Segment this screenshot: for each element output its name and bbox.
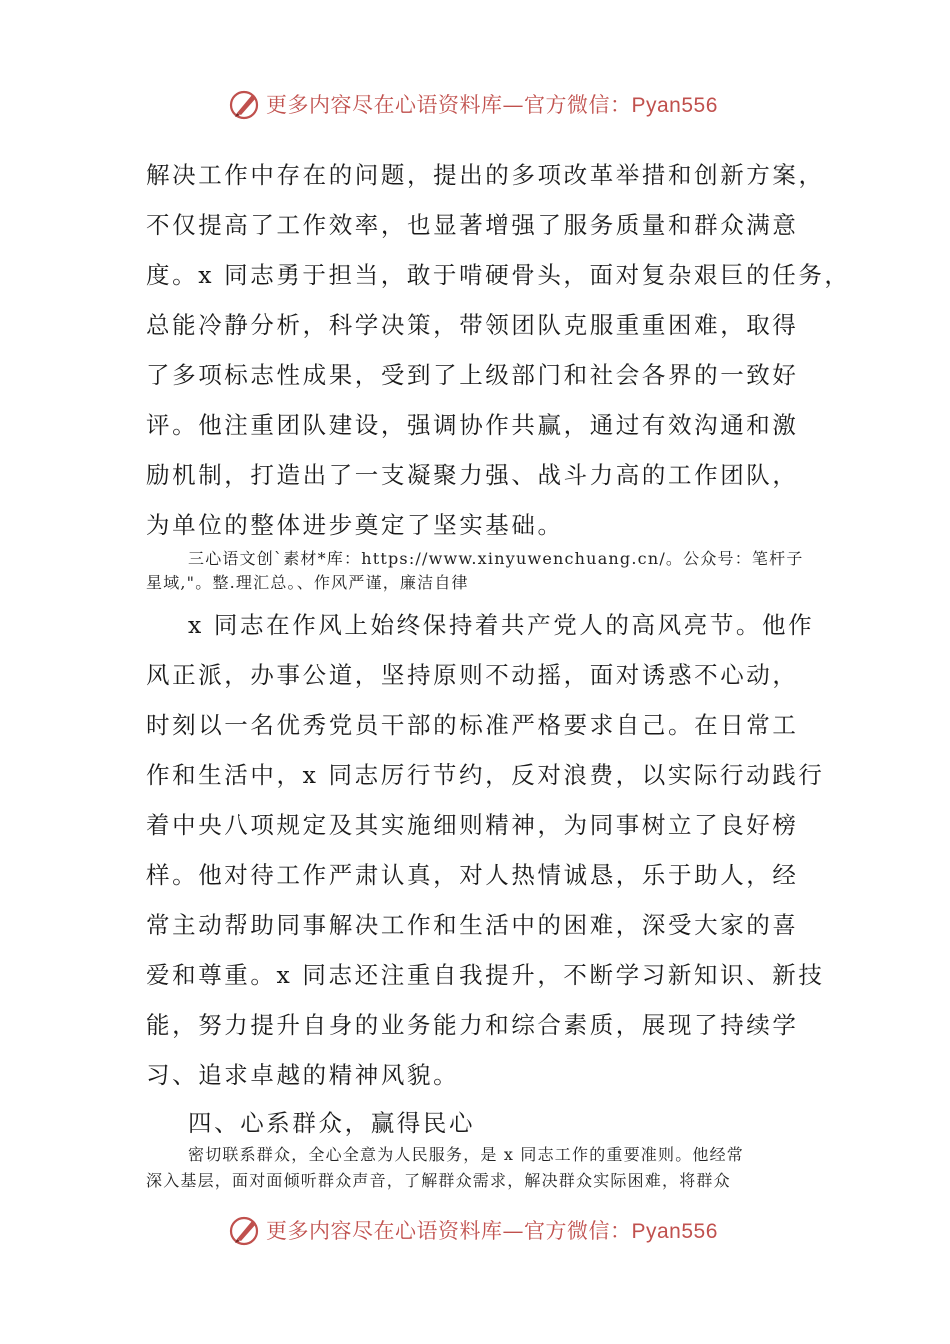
banner-content (228, 1210, 718, 1250)
body-line: 励机制，打造出了一支凝聚力强、战斗力高的工作团队， (146, 461, 799, 489)
body-line: 着中央八项规定及其实施细则精神，为同事树立了良好榜 (146, 811, 799, 839)
body-line: x 同志在作风上始终保持着共产党人的高风亮节。他作 (188, 611, 815, 639)
body-line: 习、追求卓越的精神风貌。 (146, 1061, 460, 1089)
body-line: 评。他注重团队建设，强调协作共赢，通过有效沟通和激 (146, 411, 799, 439)
body-line: 样。他对待工作严肃认真，对人热情诚恳，乐于助人，经 (146, 861, 799, 889)
body-line: 时刻以一名优秀党员干部的标准严格要求自己。在日常工 (146, 711, 799, 739)
banner-text: 更多内容尽在心语资料库—官方微信：Pyan556 (266, 1219, 718, 1243)
footer-banner (0, 1210, 950, 1250)
pen-logo-icon (228, 1213, 262, 1247)
body-line: 不仅提高了工作效率，也显著增强了服务质量和群众满意 (146, 211, 799, 239)
source-note-heading: 星域,"。整.理汇总。、作风严谨，廉洁自律 (146, 573, 469, 592)
tail-line: 深入基层，面对面倾听群众声音，了解群众需求，解决群众实际困难，将群众 (146, 1171, 731, 1190)
body-line: 能，努力提升自身的业务能力和综合素质，展现了持续学 (146, 1011, 799, 1039)
body-line: 风正派，办事公道，坚持原则不动摇，面对诱惑不心动， (146, 661, 799, 689)
body-line: 了多项标志性成果，受到了上级部门和社会各界的一致好 (146, 361, 799, 389)
body-line: 总能冷静分析，科学决策，带领团队克服重重困难，取得 (146, 311, 799, 339)
body-line: 解决工作中存在的问题，提出的多项改革举措和创新方案， (146, 161, 825, 189)
section-heading: 四、心系群众，赢得民心 (188, 1109, 476, 1137)
pen-logo-icon (228, 87, 262, 121)
body-line: 爱和尊重。x 同志还注重自我提升，不断学习新知识、新技 (146, 961, 825, 989)
banner-content (228, 84, 718, 124)
body-line: 度。x 同志勇于担当，敢于啃硬骨头，面对复杂艰巨的任务， (146, 261, 851, 289)
banner-text: 更多内容尽在心语资料库—官方微信：Pyan556 (266, 93, 718, 117)
body-line: 常主动帮助同事解决工作和生活中的困难，深受大家的喜 (146, 911, 799, 939)
source-note: 三心语文创`素材*库：https://www.xinyuwenchuang.cn/。公众号：笔杆子 (188, 549, 804, 568)
body-line: 为单位的整体进步奠定了坚实基础。 (146, 511, 564, 539)
tail-line: 密切联系群众，全心全意为人民服务，是 x 同志工作的重要准则。他经常 (188, 1145, 744, 1164)
header-banner (0, 84, 950, 124)
body-line: 作和生活中，x 同志厉行节约，反对浪费，以实际行动践行 (146, 761, 825, 789)
